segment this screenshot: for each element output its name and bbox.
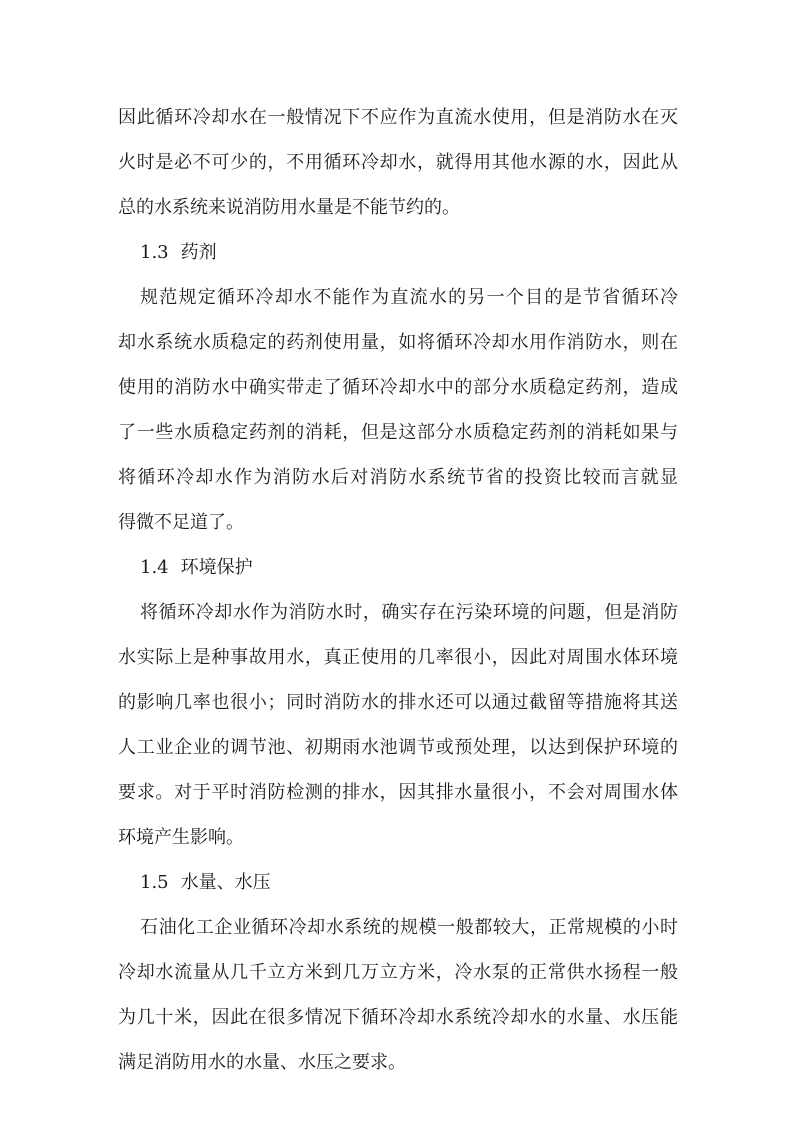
paragraph-line: 因此循环冷却水在一般情况下不应作为直流水使用，但是消防水在灭 — [118, 107, 678, 128]
paragraph-line: 为几十米，因此在很多情况下循环冷却水系统冷却水的水量、水压能 — [118, 1007, 678, 1028]
paragraph-line: 环境产生影响。 — [118, 827, 244, 848]
section-heading-1-3 — [140, 238, 217, 268]
paragraph-line: 的影响几率也很小；同时消防水的排水还可以通过截留等措施将其送 — [118, 692, 678, 713]
paragraph-line: 将循环冷却水作为消防水时，确实存在污染环境的问题，但是消防 — [140, 602, 678, 623]
paragraph-line: 满足消防用水的水量、水压之要求。 — [118, 1052, 406, 1073]
paragraph-line: 总的水系统来说消防用水量是不能节约的。 — [118, 197, 460, 218]
paragraph-line: 使用的消防水中确实带走了循环冷却水中的部分水质稳定药剂，造成 — [118, 377, 678, 398]
paragraph-line: 石油化工企业循环冷却水系统的规模一般都较大，正常规模的小时 — [140, 917, 678, 938]
section-heading-1-4 — [140, 553, 253, 583]
paragraph-line: 要求。对于平时消防检测的排水，因其排水量很小，不会对周围水体 — [118, 782, 678, 803]
section-title: 水量、水压 — [180, 872, 271, 893]
paragraph-line: 人工业企业的调节池、初期雨水池调节或预处理，以达到保护环境的 — [118, 737, 678, 758]
section-title: 环境保护 — [180, 557, 253, 578]
paragraph-line: 得微不足道了。 — [118, 512, 244, 533]
paragraph-line: 火时是必不可少的，不用循环冷却水，就得用其他水源的水，因此从 — [118, 152, 678, 173]
paragraph-line: 却水系统水质稳定的药剂使用量，如将循环冷却水用作消防水，则在 — [118, 332, 678, 353]
section-number: 1.4 — [140, 557, 169, 578]
section-number: 1.5 — [140, 872, 169, 893]
section-heading-1-5 — [140, 868, 271, 898]
paragraph-line: 冷却水流量从几千立方米到几万立方米，冷水泵的正常供水扬程一般 — [118, 962, 678, 983]
paragraph-line: 将循环冷却水作为消防水后对消防水系统节省的投资比较而言就显 — [118, 467, 678, 488]
paragraph-line: 了一些水质稳定药剂的消耗，但是这部分水质稳定药剂的消耗如果与 — [118, 422, 678, 443]
paragraph-line: 水实际上是种事故用水，真正使用的几率很小，因此对周围水体环境 — [118, 647, 678, 668]
paragraph-line: 规范规定循环冷却水不能作为直流水的另一个目的是节省循环冷 — [140, 287, 678, 308]
section-title: 药剂 — [180, 242, 217, 263]
section-number: 1.3 — [140, 242, 169, 263]
